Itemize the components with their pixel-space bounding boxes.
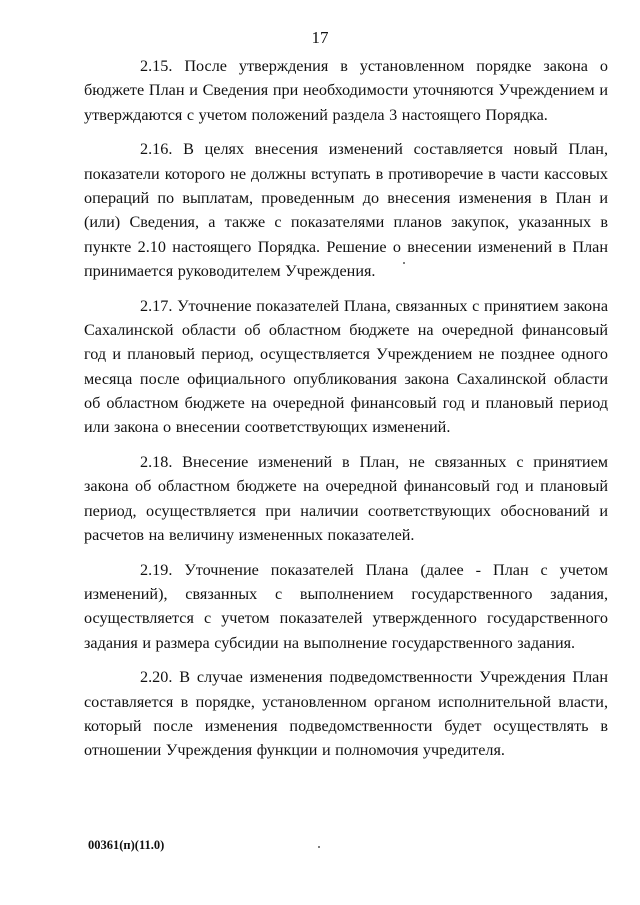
page-number: 17 bbox=[311, 28, 329, 47]
paragraph-2-16: 2.16. В целях внесения изменений составляется новый План, показатели которого не должны вступать в противоречие в части кассовых операций по выплатам, проведенным до внесения изменения в План и (или) Сведения, а также с показателями планов закупок, указанных в пункте 2.10 настоящего Порядка. Решение о внесении изменений в План принимается руководителем Учреждения. bbox=[84, 140, 608, 280]
document-code: 00361(п)(11.0) bbox=[88, 838, 165, 852]
paragraph-2-19: 2.19. Уточнение показателей Плана (далее - План с учетом изменений), связанных с выполнением государственного задания, осуществляется с учетом показателей утвержденного государственного задания и размера субсидии на выполнение государственного задания. bbox=[84, 560, 608, 652]
paragraph-2-20: 2.20. В случае изменения подведомственности Учреждения План составляется в порядке, установленном органом исполнительной власти, который после изменения подведомственности будет осуществлять в отношении Учреждения функции и полномочия учредителя. bbox=[84, 668, 608, 760]
scan-speck bbox=[403, 262, 405, 264]
paragraph-2-17: 2.17. Уточнение показателей Плана, связанных с принятием закона Сахалинской области об областном бюджете на очередной финансовый год и плановый период, осуществляется Учреждением не позднее одного месяца после официального опубликования закона Сахалинской области об областном бюджете на очередной финансовый год и плановый период или закона о внесении соответствующих изменений. bbox=[84, 296, 608, 437]
scan-speck bbox=[318, 846, 320, 848]
paragraph-2-15: 2.15. После утверждения в установленном порядке закона о бюджете План и Сведения при необходимости уточняются Учреждением и утверждаются с учетом положений раздела 3 настоящего Порядка. bbox=[84, 57, 608, 124]
document-body bbox=[84, 54, 608, 773]
paragraph-2-18: 2.18. Внесение изменений в План, не связанных с принятием закона об областном бюджете на очередной финансовый год и плановый период, осуществляется при наличии соответствующих обоснований и расчетов на величину измененных показателей. bbox=[84, 452, 608, 544]
